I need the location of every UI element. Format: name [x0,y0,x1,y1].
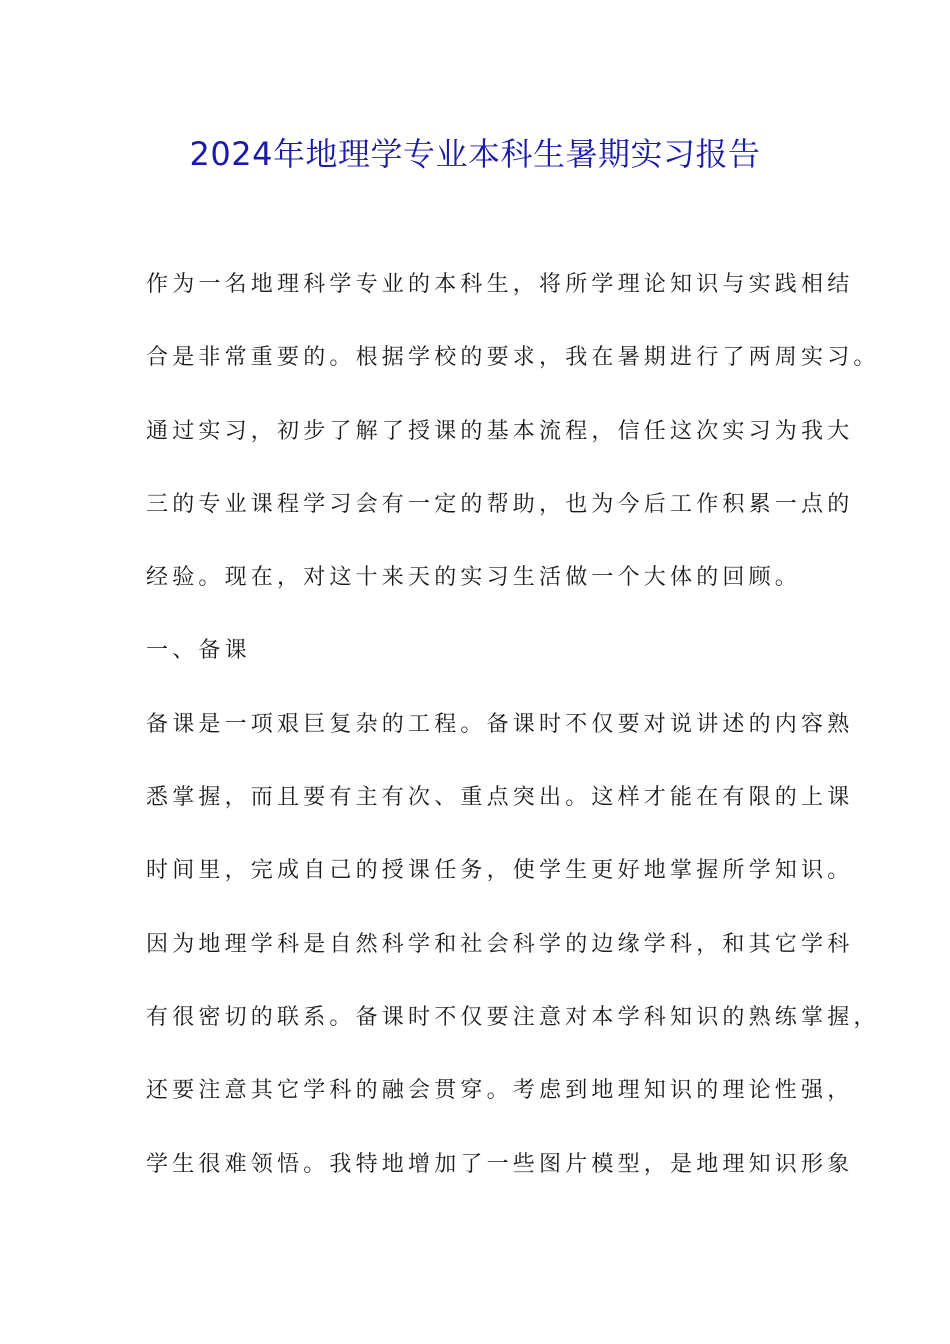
document-title: 2024年地理学专业本科生暑期实习报告 [189,135,761,173]
paragraph-line: 三的专业课程学习会有一定的帮助，也为今后工作积累一点的 [146,491,854,517]
section-heading: 一、备课 [146,638,251,664]
paragraph-line: 因为地理学科是自然科学和社会科学的边缘学科，和其它学科 [146,931,854,957]
paragraph-line: 有很密切的联系。备课时不仅要注意对本学科知识的熟练掌握， [146,1004,880,1030]
paragraph-line: 悉掌握，而且要有主有次、重点突出。这样才能在有限的上课 [146,785,854,811]
paragraph-line: 学生很难领悟。我特地增加了一些图片模型，是地理知识形象 [146,1151,854,1177]
paragraph-line: 经验。现在，对这十来天的实习生活做一个大体的回顾。 [146,565,802,591]
paragraph-line: 合是非常重要的。根据学校的要求，我在暑期进行了两周实习。 [146,345,880,371]
paragraph-line: 备课是一项艰巨复杂的工程。备课时不仅要对说讲述的内容熟 [146,711,854,737]
paragraph-line: 时间里，完成自己的授课任务，使学生更好地掌握所学知识。 [146,858,854,884]
paragraph-line: 还要注意其它学科的融会贯穿。考虑到地理知识的理论性强， [146,1078,854,1104]
document-body [146,259,880,1212]
paragraph-line: 作为一名地理科学专业的本科生，将所学理论知识与实践相结 [146,272,854,297]
paragraph-line: 通过实习，初步了解了授课的基本流程，信任这次实习为我大 [146,418,854,444]
